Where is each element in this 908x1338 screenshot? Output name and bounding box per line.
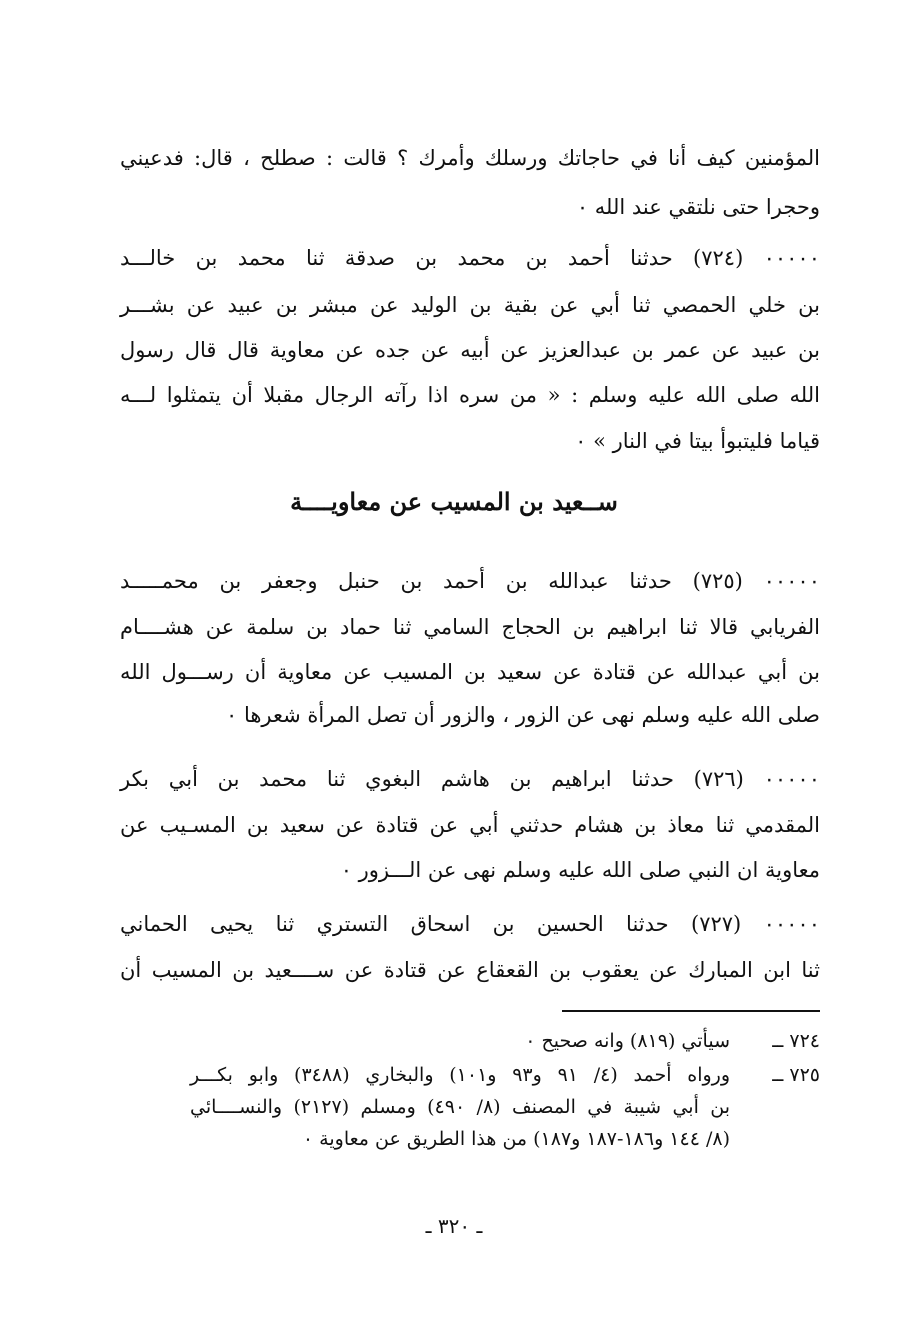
section-line: ثنا ابن المبارك عن يعقوب بن القعقاع عن قتادة عن ســــعيد بن المسيب أن [120, 958, 820, 982]
footnote-text: ورواه أحمد (٤/ ٩١ و٩٣ و١٠١) والبخاري (٣٤٨٨) وابو بكـــر [190, 1064, 731, 1086]
body-line: وحجرا حتى نلتقي عند الله ٠ [576, 195, 820, 219]
section-line: ٠٠٠٠٠ (٧٢٧) حدثنا الحسين بن اسحاق التستري ثنا يحيى الحماني [120, 912, 820, 936]
section-heading: ســعيد بن المسيب عن معاويــــة [290, 487, 618, 516]
footnote-number: ٧٢٤ ــ [772, 1030, 820, 1052]
footnote-text: سيأتي (٨١٩) وانه صحيح ٠ [525, 1030, 730, 1052]
body-line: بن خلي الحمصي ثنا أبي عن بقية بن الوليد عن مبشر بن عبيد عن بشـــر [120, 293, 820, 317]
section-line: معاوية ان النبي صلى الله عليه وسلم نهى عن الـــزور ٠ [340, 858, 820, 882]
section-line: بن أبي عبدالله عن قتادة عن سعيد بن المسيب عن معاوية أن رســـول الله [120, 660, 820, 684]
body-line: ٠٠٠٠٠ (٧٢٤) حدثنا أحمد بن محمد بن صدقة ثنا محمد بن خالـــد [120, 246, 820, 270]
section-line: الفريابي قالا ثنا ابراهيم بن الحجاج السامي ثنا حماد بن سلمة عن هشــــام [120, 615, 820, 639]
page-number: ـ ٣٢٠ ـ [425, 1214, 483, 1238]
section-line: ٠٠٠٠٠ (٧٢٦) حدثنا ابراهيم بن هاشم البغوي ثنا محمد بن أبي بكر [120, 767, 820, 791]
section-line: المقدمي ثنا معاذ بن هشام حدثني أبي عن قتادة عن سعيد بن المسـيب عن [120, 813, 820, 837]
footnote-number: ٧٢٥ ــ [772, 1064, 820, 1086]
footnote-text: بن أبي شيبة في المصنف (٨/ ٤٩٠) ومسلم (٢١٢٧) والنســــائي [190, 1096, 730, 1118]
footnote-separator [562, 1010, 820, 1012]
body-line: الله صلى الله عليه وسلم : « من سره اذا رآته الرجال مقبلا أن يتمثلوا لـــه [120, 383, 820, 407]
footnote-text: (٨/ ١٤٤ و١٨٦-١٨٧ و١٨٧) من هذا الطريق عن معاوية ٠ [302, 1128, 730, 1150]
section-line: صلى الله عليه وسلم نهى عن الزور ، والزور أن تصل المرأة شعرها ٠ [225, 703, 820, 727]
body-line: المؤمنين كيف أنا في حاجاتك ورسلك وأمرك ؟ قالت : صطلح ، قال: فدعيني [120, 146, 820, 170]
body-line: قياما فليتبوأ بيتا في النار » ٠ [575, 429, 820, 453]
body-line: بن عبيد عن عمر بن عبدالعزيز عن أبيه عن جده عن معاوية قال قال رسول [120, 338, 820, 362]
section-line: ٠٠٠٠٠ (٧٢٥) حدثنا عبدالله بن أحمد بن حنبل وجعفر بن محمـــــد [120, 569, 820, 593]
